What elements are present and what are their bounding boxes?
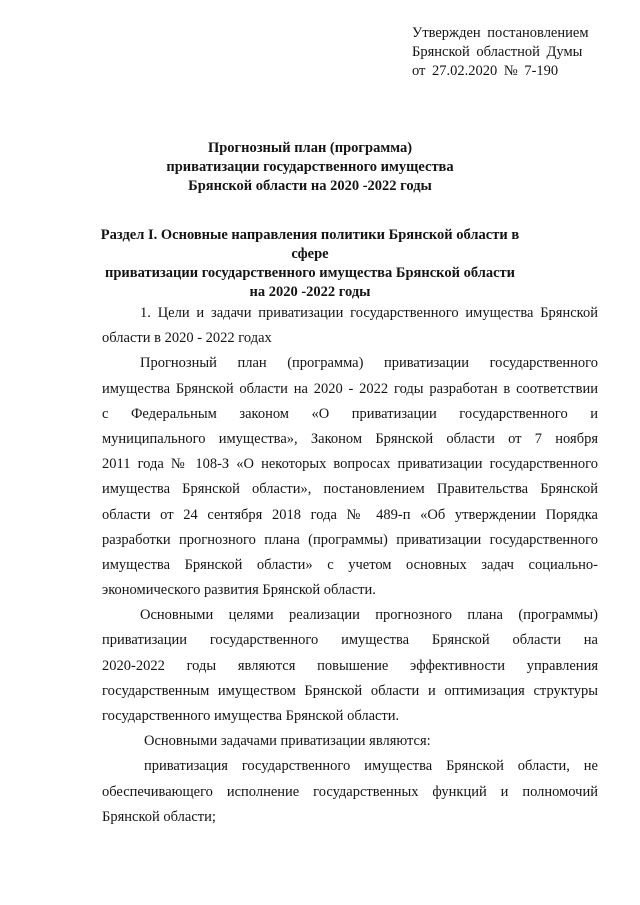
body-line: государственного имущества Брянской области. xyxy=(102,708,400,724)
approval-stamp xyxy=(412,24,589,81)
section-heading xyxy=(90,226,530,302)
body-line: области от 24 сентября 2018 года № 489-п «Об утверждении Порядка xyxy=(102,506,598,523)
section-line: приватизации государственного имущества Брянской области xyxy=(104,265,516,281)
body-line: Брянской области; xyxy=(102,808,216,825)
title-line: приватизации государственного имущества xyxy=(166,159,454,175)
body-line: 1. Цели и задачи приватизации государственного имущества Брянской xyxy=(140,305,598,321)
section-line: на 2020 -2022 годы xyxy=(249,284,371,300)
body-line: 2020-2022 годы являются повышение эффективности управления xyxy=(102,657,598,674)
body-line: области в 2020 - 2022 годах xyxy=(102,330,272,347)
body-line: Основными целями реализации прогнозного плана (программы) xyxy=(140,607,598,624)
body-line: имущества Брянской области», постановлением Правительства Брянской xyxy=(102,481,598,498)
document-body xyxy=(102,301,598,830)
document-title xyxy=(90,139,530,196)
body-line: приватизация государственного имущества Брянской области, не xyxy=(144,758,598,775)
body-line: с Федеральным законом «О приватизации государственного и xyxy=(102,405,598,422)
body-line: муниципального имущества», Законом Брянской области от 7 ноября xyxy=(102,430,598,447)
body-line: имущества Брянской области на 2020 - 2022 годы разработан в соответствии xyxy=(102,380,598,397)
approval-line: Брянской областной Думы xyxy=(412,44,583,60)
body-line: Основными задачами приватизации являются: xyxy=(144,733,431,750)
body-line: Прогнозный план (программа) приватизации государственного xyxy=(140,355,598,372)
body-line: приватизации государственного имущества Брянской области на xyxy=(102,632,598,649)
body-line: имущества Брянской области» с учетом основных задач социально- xyxy=(102,556,598,573)
approval-line: Утвержден постановлением xyxy=(412,25,589,41)
body-line: государственным имуществом Брянской области и оптимизация структуры xyxy=(102,682,598,699)
section-line: Раздел I. Основные направления политики Брянской области в сфере xyxy=(100,227,520,262)
title-line: Прогнозный план (программа) xyxy=(207,140,413,156)
title-line: Брянской области на 2020 -2022 годы xyxy=(188,178,432,194)
body-line: обеспечивающего исполнение государственных функций и полномочий xyxy=(102,783,598,800)
body-line: 2011 года № 108-З «О некоторых вопросах приватизации государственного xyxy=(102,456,598,473)
body-line: экономического развития Брянской области. xyxy=(102,582,376,599)
approval-line: от 27.02.2020 № 7-190 xyxy=(412,63,559,79)
body-line: разработки прогнозного плана (программы) приватизации государственного xyxy=(102,531,598,548)
